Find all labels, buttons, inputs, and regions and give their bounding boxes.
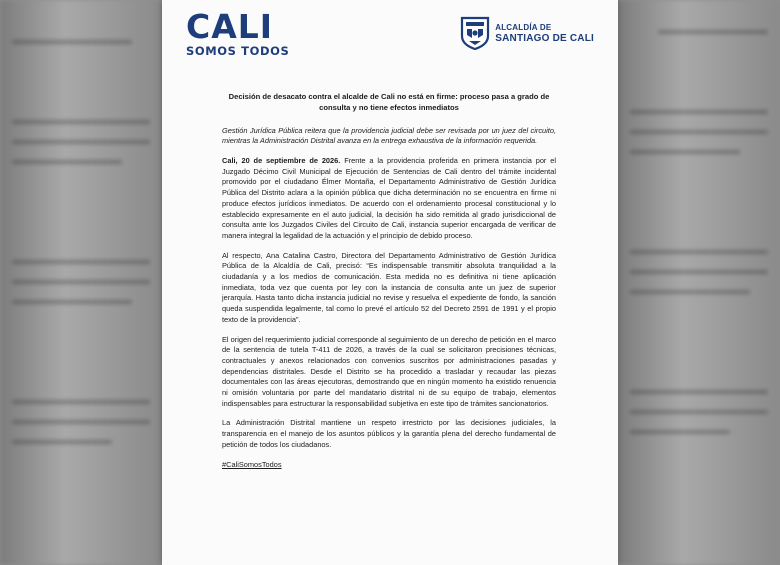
document-title: Decisión de desacato contra el alcalde de Cali no está en firme: proceso pasa a grado de consulta y no tiene efectos inmediatos (228, 92, 550, 112)
santiago-de-cali-text: SANTIAGO DE CALI (495, 33, 594, 44)
logo-cali-text: CALI (186, 7, 274, 46)
document-subtitle: Gestión Jurídica Pública reitera que la providencia judicial debe ser revisada por un juez del circuito, mientras la Administración Distrital avanza en la entrega exhaustiva de la información requerida. (222, 125, 556, 146)
alcaldia-de-text: ALCALDÍA DE (495, 23, 552, 32)
blurred-background-right (618, 0, 780, 565)
paragraph-1 (222, 156, 556, 242)
hashtag-link[interactable]: #CaliSomosTodos (222, 459, 282, 469)
cali-somos-todos-logo (186, 7, 316, 60)
alcaldia-logo (460, 16, 594, 50)
blurred-background-left (0, 0, 162, 565)
paragraph-3: El origen del requerimiento judicial corresponde al seguimiento de un derecho de petición en el marco de la sentencia de tutela T-411 de 2026, a través de la cual se solicitaron precisiones técnicas, contractuales y anexos relacionados con convenios suscritos por administraciones pasadas y dependencias distritales. Desde el Distrito se ha procedido a trasladar y recaudar las piezas documentales con las áreas ejecutoras, demostrando que en ningún momento ha existido renuencia ni omisión voluntaria por parte del mandatario distrital ni de su equipo de trabajo, elementos indispensables para estructurar la responsabilidad subjetiva en este tipo de trámites sancionatorios. (222, 334, 556, 408)
paragraph-4: La Administración Distrital mantiene un respeto irrestricto por las decisiones judiciales, la transparencia en el manejo de los asuntos públicos y la garantía plena del derecho fundamental de petición de todos los ciudadanos. (222, 418, 556, 449)
paragraph-2: Al respecto, Ana Catalina Castro, Directora del Departamento Administrativo de Gestión Jurídica Pública de la Alcaldía de Cali, precisó: “Es indispensable transmitir absoluta tranquilidad a la ciudadanía y a los medios de comunicación. Esta medida no es definitiva ni tiene aplicación inmediata, toda vez que cuenta por ley con la instancia de consulta ante un juez de superior jerarquía. Hasta tanto dicha instancia judicial no revise y resuelva el expediente de fondo, la sanción queda suspendida legalmente, tal como lo prevé el artículo 52 del Decreto 2591 de 1991 y el propio texto de la providencia”. (222, 250, 556, 324)
coat-of-arms-icon (460, 16, 490, 50)
press-release-page (162, 0, 618, 565)
document-body (222, 92, 556, 479)
dateline: Cali, 20 de septiembre de 2026. (222, 156, 341, 165)
paragraph-1-text: Frente a la providencia proferida en primera instancia por el Juzgado Décimo Civil Municipal de Ejecución de Sentencias de Cali dentro del trámite incidental promovido por el ciudadano Élmer Montaña, el Departamento Administrativo de Gestión Jurídica Pública del Distrito aclara a la opinión pública que dicha determinación no se encuentra en firme ni produce efectos jurídicos inmediatos. De acuerdo con el ordenamiento procesal constitucional y lo establecido expresamente en el auto judicial, la decisión ha sido remitida al grado jurisdiccional de consulta ante los Juzgados Civiles del Circuito de Cali, instancia superior encargada de verificar de manera integral la legalidad de la actuación y el principio de debido proceso. (222, 156, 556, 240)
logo-somos-todos-text: SOMOS TODOS (186, 44, 290, 58)
